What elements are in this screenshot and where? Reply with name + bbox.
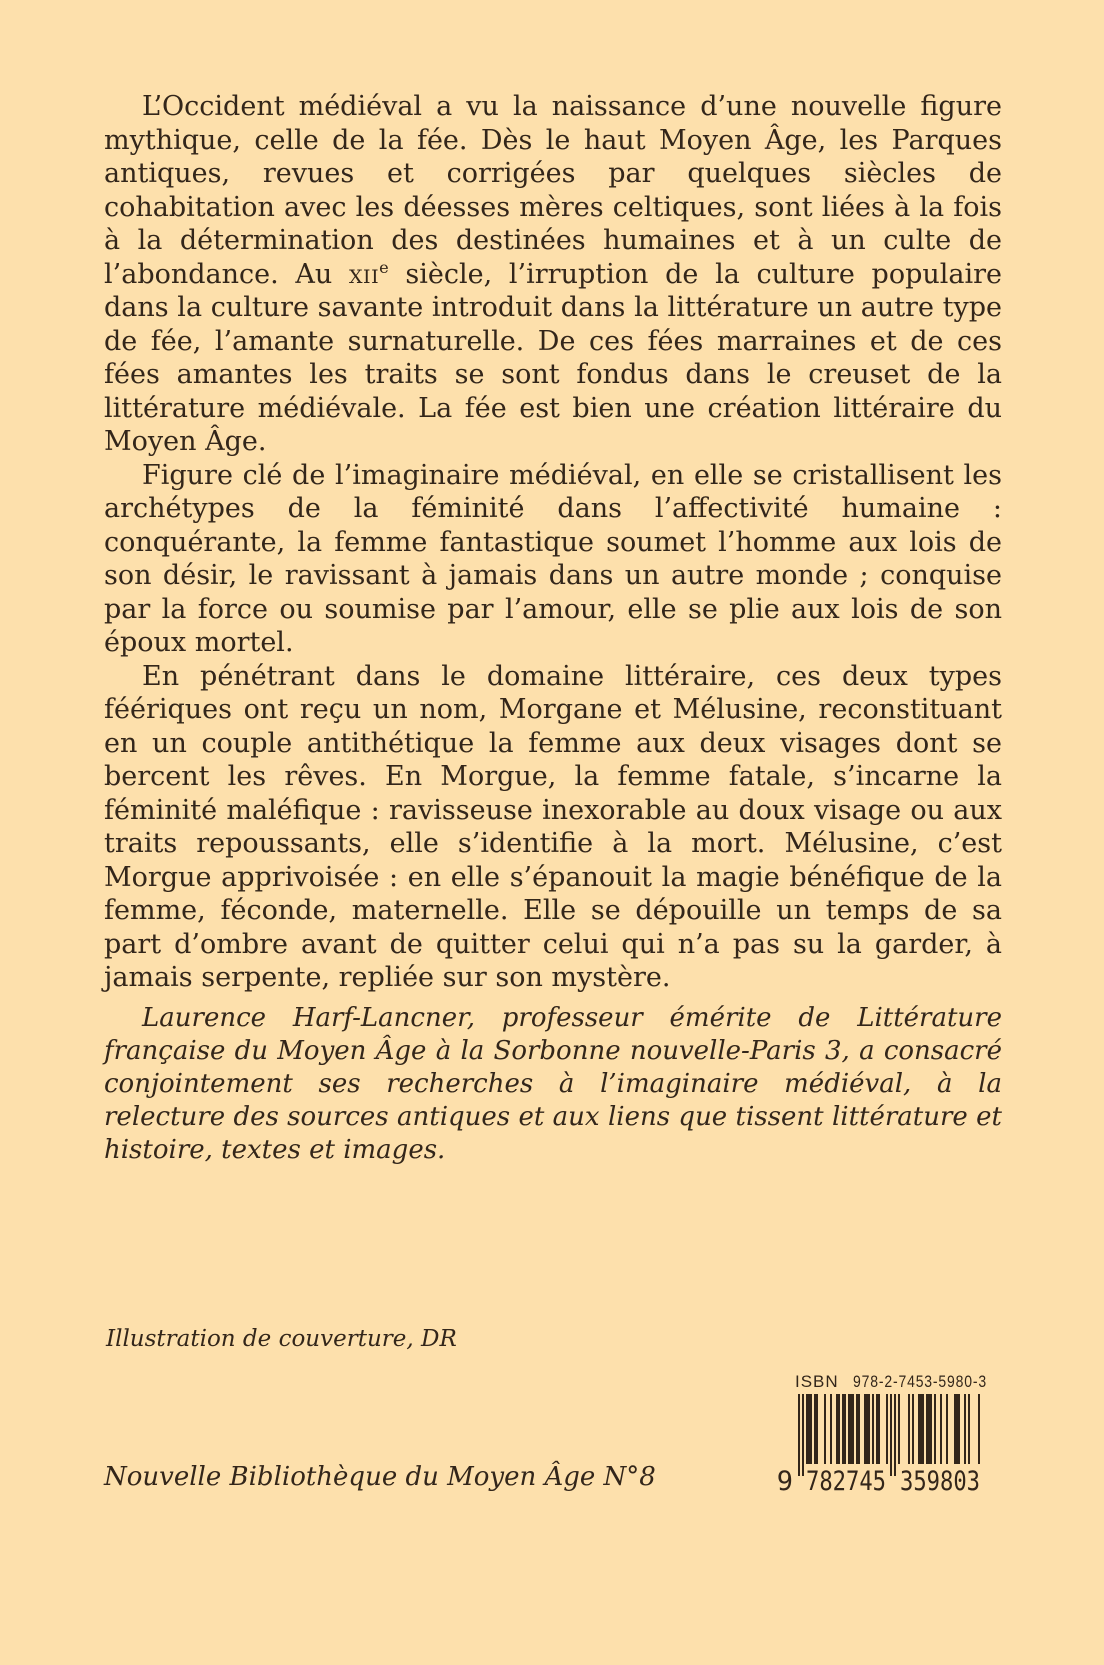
author-bio-text: Laurence Harf-Lancner, professeur émérite de Littérature française du Moyen Âge à la Sorbonne nouvelle-Paris 3, a consacré conjointement ses recherches à l’imaginaire médiéval, à la relecture des sources antiques et aux liens que tissent littérature et histoire, textes et images. bbox=[104, 1003, 1002, 1165]
ean-right-digits: 359803 bbox=[900, 1466, 980, 1497]
isbn-number-label: 978-2-7453-5980-3 bbox=[853, 1372, 987, 1391]
synopsis-paragraph-1 bbox=[104, 90, 1002, 459]
synopsis bbox=[104, 90, 1002, 995]
collection-series-label: Nouvelle Bibliothèque du Moyen Âge N°8 bbox=[104, 1462, 656, 1492]
author-bio bbox=[104, 1002, 1002, 1167]
synopsis-paragraph-1-part2: siècle, l’irruption de la culture populaire dans la culture savante introduit dans la littérature un autre type de fée, l’amante surnaturelle. De ces fées marraines et de ces fées amantes les traits se sont fondus dans le creuset de la littérature médiévale. La fée est bien une création littéraire du Moyen Âge. bbox=[104, 258, 1002, 457]
synopsis-paragraph-1-part1: L’Occident médiéval a vu la naissance d’une nouvelle figure mythique, celle de la fée. Dès le haut Moyen Âge, les Parques antiques, revues et corrigées par quelques siècles de cohabitation avec les déesses mères celtiques, sont liées à la fois à la détermination des destinées humaines et à un culte de l’abondance. Au bbox=[104, 91, 1002, 290]
ean13-barcode bbox=[755, 1370, 1005, 1500]
synopsis-paragraph-3: En pénétrant dans le domaine littéraire, ces deux types féériques ont reçu un nom, Morgane et Mélusine, reconstituant en un couple antithétique la femme aux deux visages dont se bercent les rêves. En Morgue, la femme fatale, s’incarne la féminité maléfique : ravisseuse inexorable au doux visage ou aux traits repoussants, elle s’identifie à la mort. Mélusine, c’est Morgue apprivoisée : en elle s’épanouit la magie bénéfique de la femme, féconde, maternelle. Elle se dépouille un temps de sa part d’ombre avant de quitter celui qui n’a pas su la garder, à jamais serpente, repliée sur son mystère. bbox=[104, 660, 1002, 993]
century-ordinal-suffix: e bbox=[379, 257, 389, 277]
ean13-bars bbox=[798, 1394, 980, 1476]
isbn-barcode-block bbox=[755, 1370, 1005, 1500]
ean-left-digits: 782745 bbox=[806, 1466, 886, 1497]
isbn-prefix-label: ISBN bbox=[795, 1372, 839, 1391]
cover-illustration-credit: Illustration de couverture, DR bbox=[106, 1326, 457, 1352]
century-roman-numeral: xii bbox=[349, 258, 380, 290]
ean-first-digit: 9 bbox=[776, 1466, 793, 1497]
synopsis-paragraph-2: Figure clé de l’imaginaire médiéval, en elle se cristallisent les archétypes de la féminité dans l’affectivité humaine : conquérante, la femme fantastique soumet l’homme aux lois de son désir, le ravissant à jamais dans un autre monde ; conquise par la force ou soumise par l’amour, elle se plie aux lois de son époux mortel. bbox=[104, 459, 1002, 658]
